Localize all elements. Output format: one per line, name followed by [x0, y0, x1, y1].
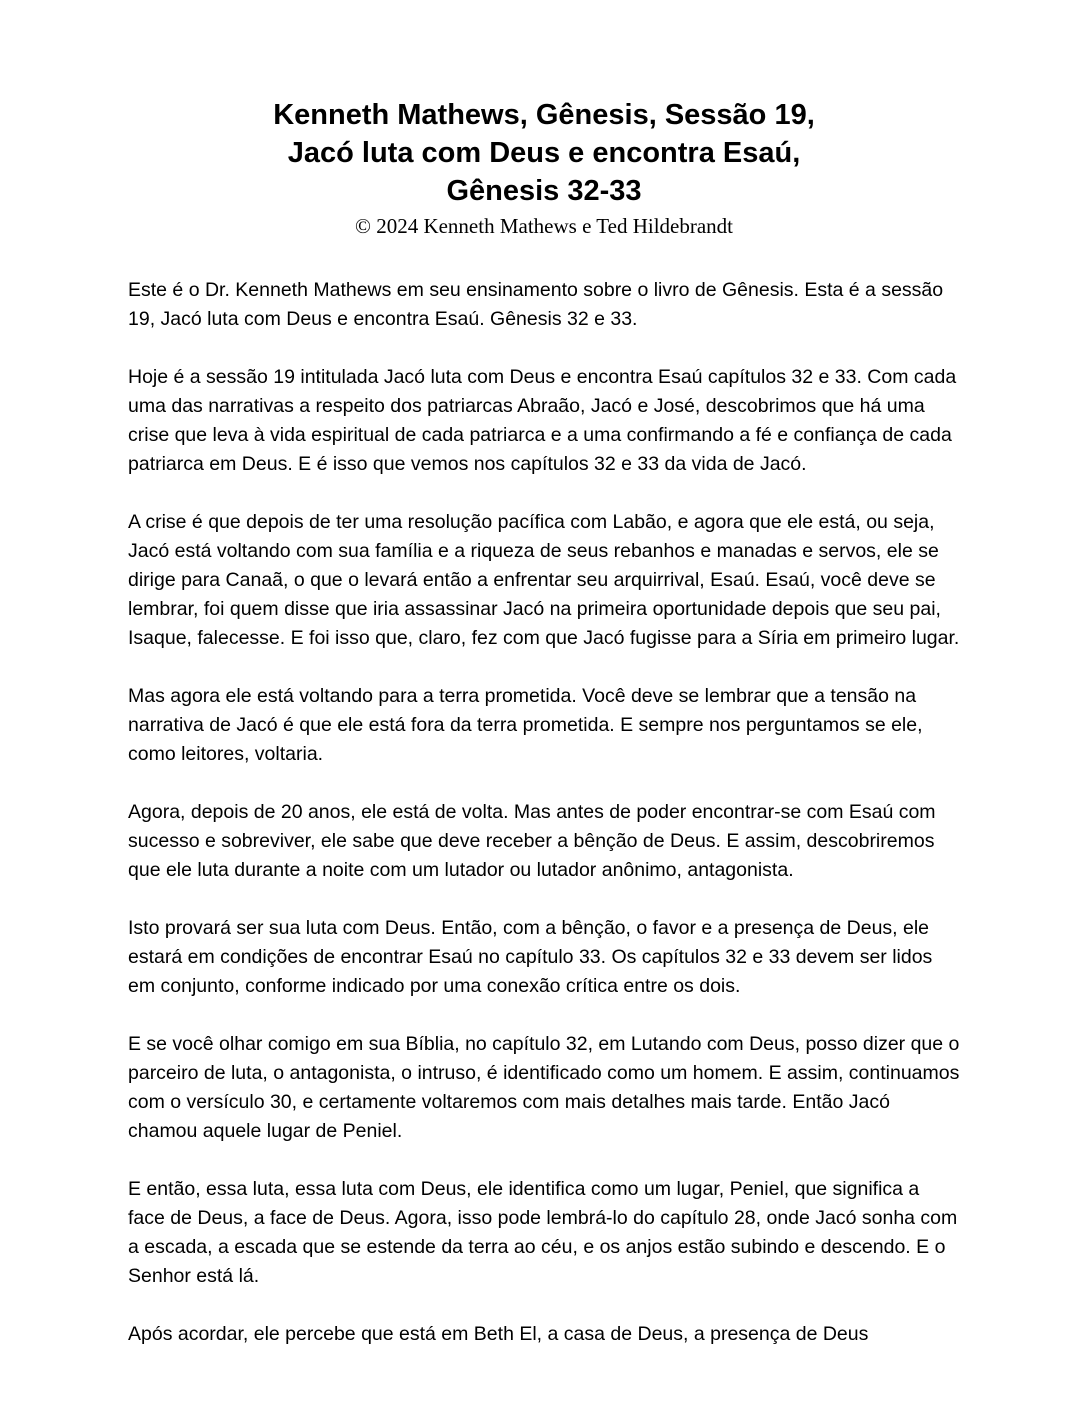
- paragraph-1: Este é o Dr. Kenneth Mathews em seu ensinamento sobre o livro de Gênesis. Esta é a sessão 19, Jacó luta com Deus e encontra Esaú. Gênesis 32 e 33.: [128, 279, 944, 330]
- paragraph-9: Após acordar, ele percebe que está em Beth El, a casa de Deus, a presença de Deus: [128, 1323, 869, 1345]
- document-body: [128, 276, 960, 1349]
- paragraph-2: Hoje é a sessão 19 intitulada Jacó luta com Deus e encontra Esaú capítulos 32 e 33. Com cada uma das narrativas a respeito dos patriarcas Abraão, Jacó e José, descobrimos que há uma crise que leva à vida espiritual de cada patriarca e a uma confirmando a fé e confiança de cada patriarca em Deus. E é isso que vemos nos capítulos 32 e 33 da vida de Jacó.: [128, 366, 957, 475]
- paragraph-7: E se você olhar comigo em sua Bíblia, no capítulo 32, em Lutando com Deus, posso dizer que o parceiro de luta, o antagonista, o intruso, é identificado como um homem. E assim, continuamos com o versículo 30, e certamente voltaremos com mais detalhes mais tarde. Então Jacó chamou aquele lugar de Peniel.: [128, 1033, 960, 1142]
- paragraph-4: Mas agora ele está voltando para a terra prometida. Você deve se lembrar que a tensão na narrativa de Jacó é que ele está fora da terra prometida. E sempre nos perguntamos se ele, como leitores, voltaria.: [128, 685, 923, 765]
- paragraph-8: E então, essa luta, essa luta com Deus, ele identifica como um lugar, Peniel, que significa a face de Deus, a face de Deus. Agora, isso pode lembrá-lo do capítulo 28, onde Jacó sonha com a escada, a escada que se estende da terra ao céu, e os anjos estão subindo e descendo. E o Senhor está lá.: [128, 1178, 958, 1287]
- paragraph-6: Isto provará ser sua luta com Deus. Então, com a bênção, o favor e a presença de Deus, ele estará em condições de encontrar Esaú no capítulo 33. Os capítulos 32 e 33 devem ser lidos em conjunto, conforme indicado por uma conexão crítica entre os dois.: [128, 917, 933, 997]
- title-line-1: Kenneth Mathews, Gênesis, Sessão 19,: [273, 99, 815, 131]
- paragraph-5: Agora, depois de 20 anos, ele está de volta. Mas antes de poder encontrar-se com Esaú com sucesso e sobreviver, ele sabe que deve receber a bênção de Deus. E assim, descobriremos que ele luta durante a noite com um lutador ou lutador anônimo, antagonista.: [128, 801, 936, 881]
- title-line-3: Gênesis 32-33: [446, 175, 642, 207]
- page-title: [128, 96, 960, 210]
- copyright-line: © 2024 Kenneth Mathews e Ted Hildebrandt: [354, 214, 733, 238]
- paragraph-3: A crise é que depois de ter uma resolução pacífica com Labão, e agora que ele está, ou seja, Jacó está voltando com sua família e a riqueza de seus rebanhos e manadas e servos, ele se dirige para Canaã, o que o levará então a enfrentar seu arquirrival, Esaú. Esaú, você deve se lembrar, foi quem disse que iria assassinar Jacó na primeira oportunidade depois que seu pai, Isaque, falecesse. E foi isso que, claro, fez com que Jacó fugisse para a Síria em primeiro lugar.: [128, 511, 960, 649]
- title-line-2: Jacó luta com Deus e encontra Esaú,: [287, 137, 801, 169]
